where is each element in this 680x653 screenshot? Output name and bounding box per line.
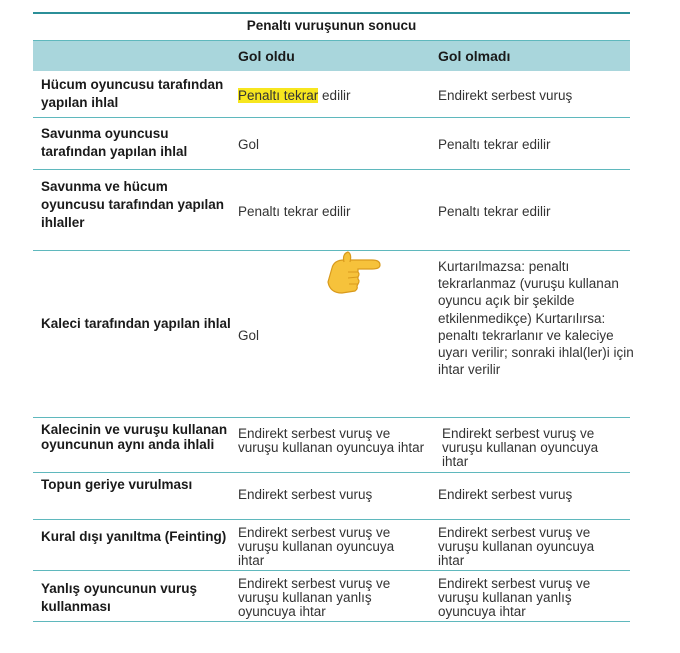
- cell-no-goal: Endirekt serbest vuruş: [438, 487, 573, 502]
- cell-no-goal: Penaltı tekrar edilir: [438, 204, 551, 219]
- table-bottom-rule: [33, 621, 630, 622]
- row-divider: [33, 417, 630, 418]
- row-divider: [33, 570, 630, 571]
- cell-goal: Endirekt serbest vuruş ve vuruşu kullanan yanlış oyuncuya ihtar: [238, 576, 391, 619]
- row-divider: [33, 472, 630, 473]
- cell-goal: Gol: [238, 137, 260, 152]
- row-divider: [33, 519, 630, 520]
- row-header: Kalecinin ve vuruşu kullanan oyuncunun aynı anda ihlali: [41, 422, 228, 452]
- cell-no-goal: Endirekt serbest vuruş ve vuruşu kullanan oyuncuya ihtar: [442, 426, 599, 469]
- row-header: Savunma oyuncusu tarafından yapılan ihlal: [41, 126, 188, 159]
- table-top-rule: [33, 12, 630, 14]
- row-header: Topun geriye vurulması: [41, 477, 193, 492]
- cell-no-goal: Endirekt serbest vuruş: [438, 88, 573, 103]
- cell-goal: Endirekt serbest vuruş ve vuruşu kullanan oyuncuya ihtar: [238, 426, 425, 455]
- cell-no-goal: Kurtarılmazsa: penaltı tekrarlanmaz (vuruşu kullanan oyuncu açık bir şekilde etkilenmedikçe) Kurtarılırsa: penaltı tekrarlanır ve kaleciye uyarı verilir; sonraki ihlal(ler)i için ihtar verilir: [438, 259, 634, 378]
- column-header-goal: Gol oldu: [238, 48, 295, 64]
- table-title: Penaltı vuruşunun sonucu: [246, 18, 417, 33]
- column-header-no-goal: Gol olmadı: [438, 48, 511, 64]
- cell-no-goal: Penaltı tekrar edilir: [438, 137, 551, 152]
- cell-no-goal: Endirekt serbest vuruş ve vuruşu kullanan yanlış oyuncuya ihtar: [438, 576, 591, 619]
- column-header-band: [33, 41, 630, 71]
- row-header: Kaleci tarafından yapılan ihlal: [41, 316, 231, 331]
- cell-no-goal: Endirekt serbest vuruş ve vuruşu kullanan oyuncuya ihtar: [438, 525, 595, 568]
- row-divider: [33, 169, 630, 170]
- cell-text: edilir: [318, 88, 351, 103]
- cell-goal: Endirekt serbest vuruş ve vuruşu kullanan oyuncuya ihtar: [238, 525, 395, 568]
- highlighted-text: Penaltı tekrar: [238, 88, 319, 103]
- row-header: Yanlış oyuncunun vuruş kullanması: [41, 581, 198, 614]
- row-header: Savunma ve hücum oyuncusu tarafından yapılan ihlaller: [41, 179, 225, 230]
- cell-goal: Endirekt serbest vuruş: [238, 487, 373, 502]
- cell-goal: [238, 87, 428, 104]
- row-divider: [33, 117, 630, 118]
- pointing-hand-icon: [322, 248, 392, 298]
- cell-goal: Gol: [238, 328, 260, 343]
- row-header: Kural dışı yanıltma (Feinting): [41, 529, 227, 544]
- cell-goal: Penaltı tekrar edilir: [238, 204, 351, 219]
- row-header: Hücum oyuncusu tarafından yapılan ihlal: [41, 77, 224, 110]
